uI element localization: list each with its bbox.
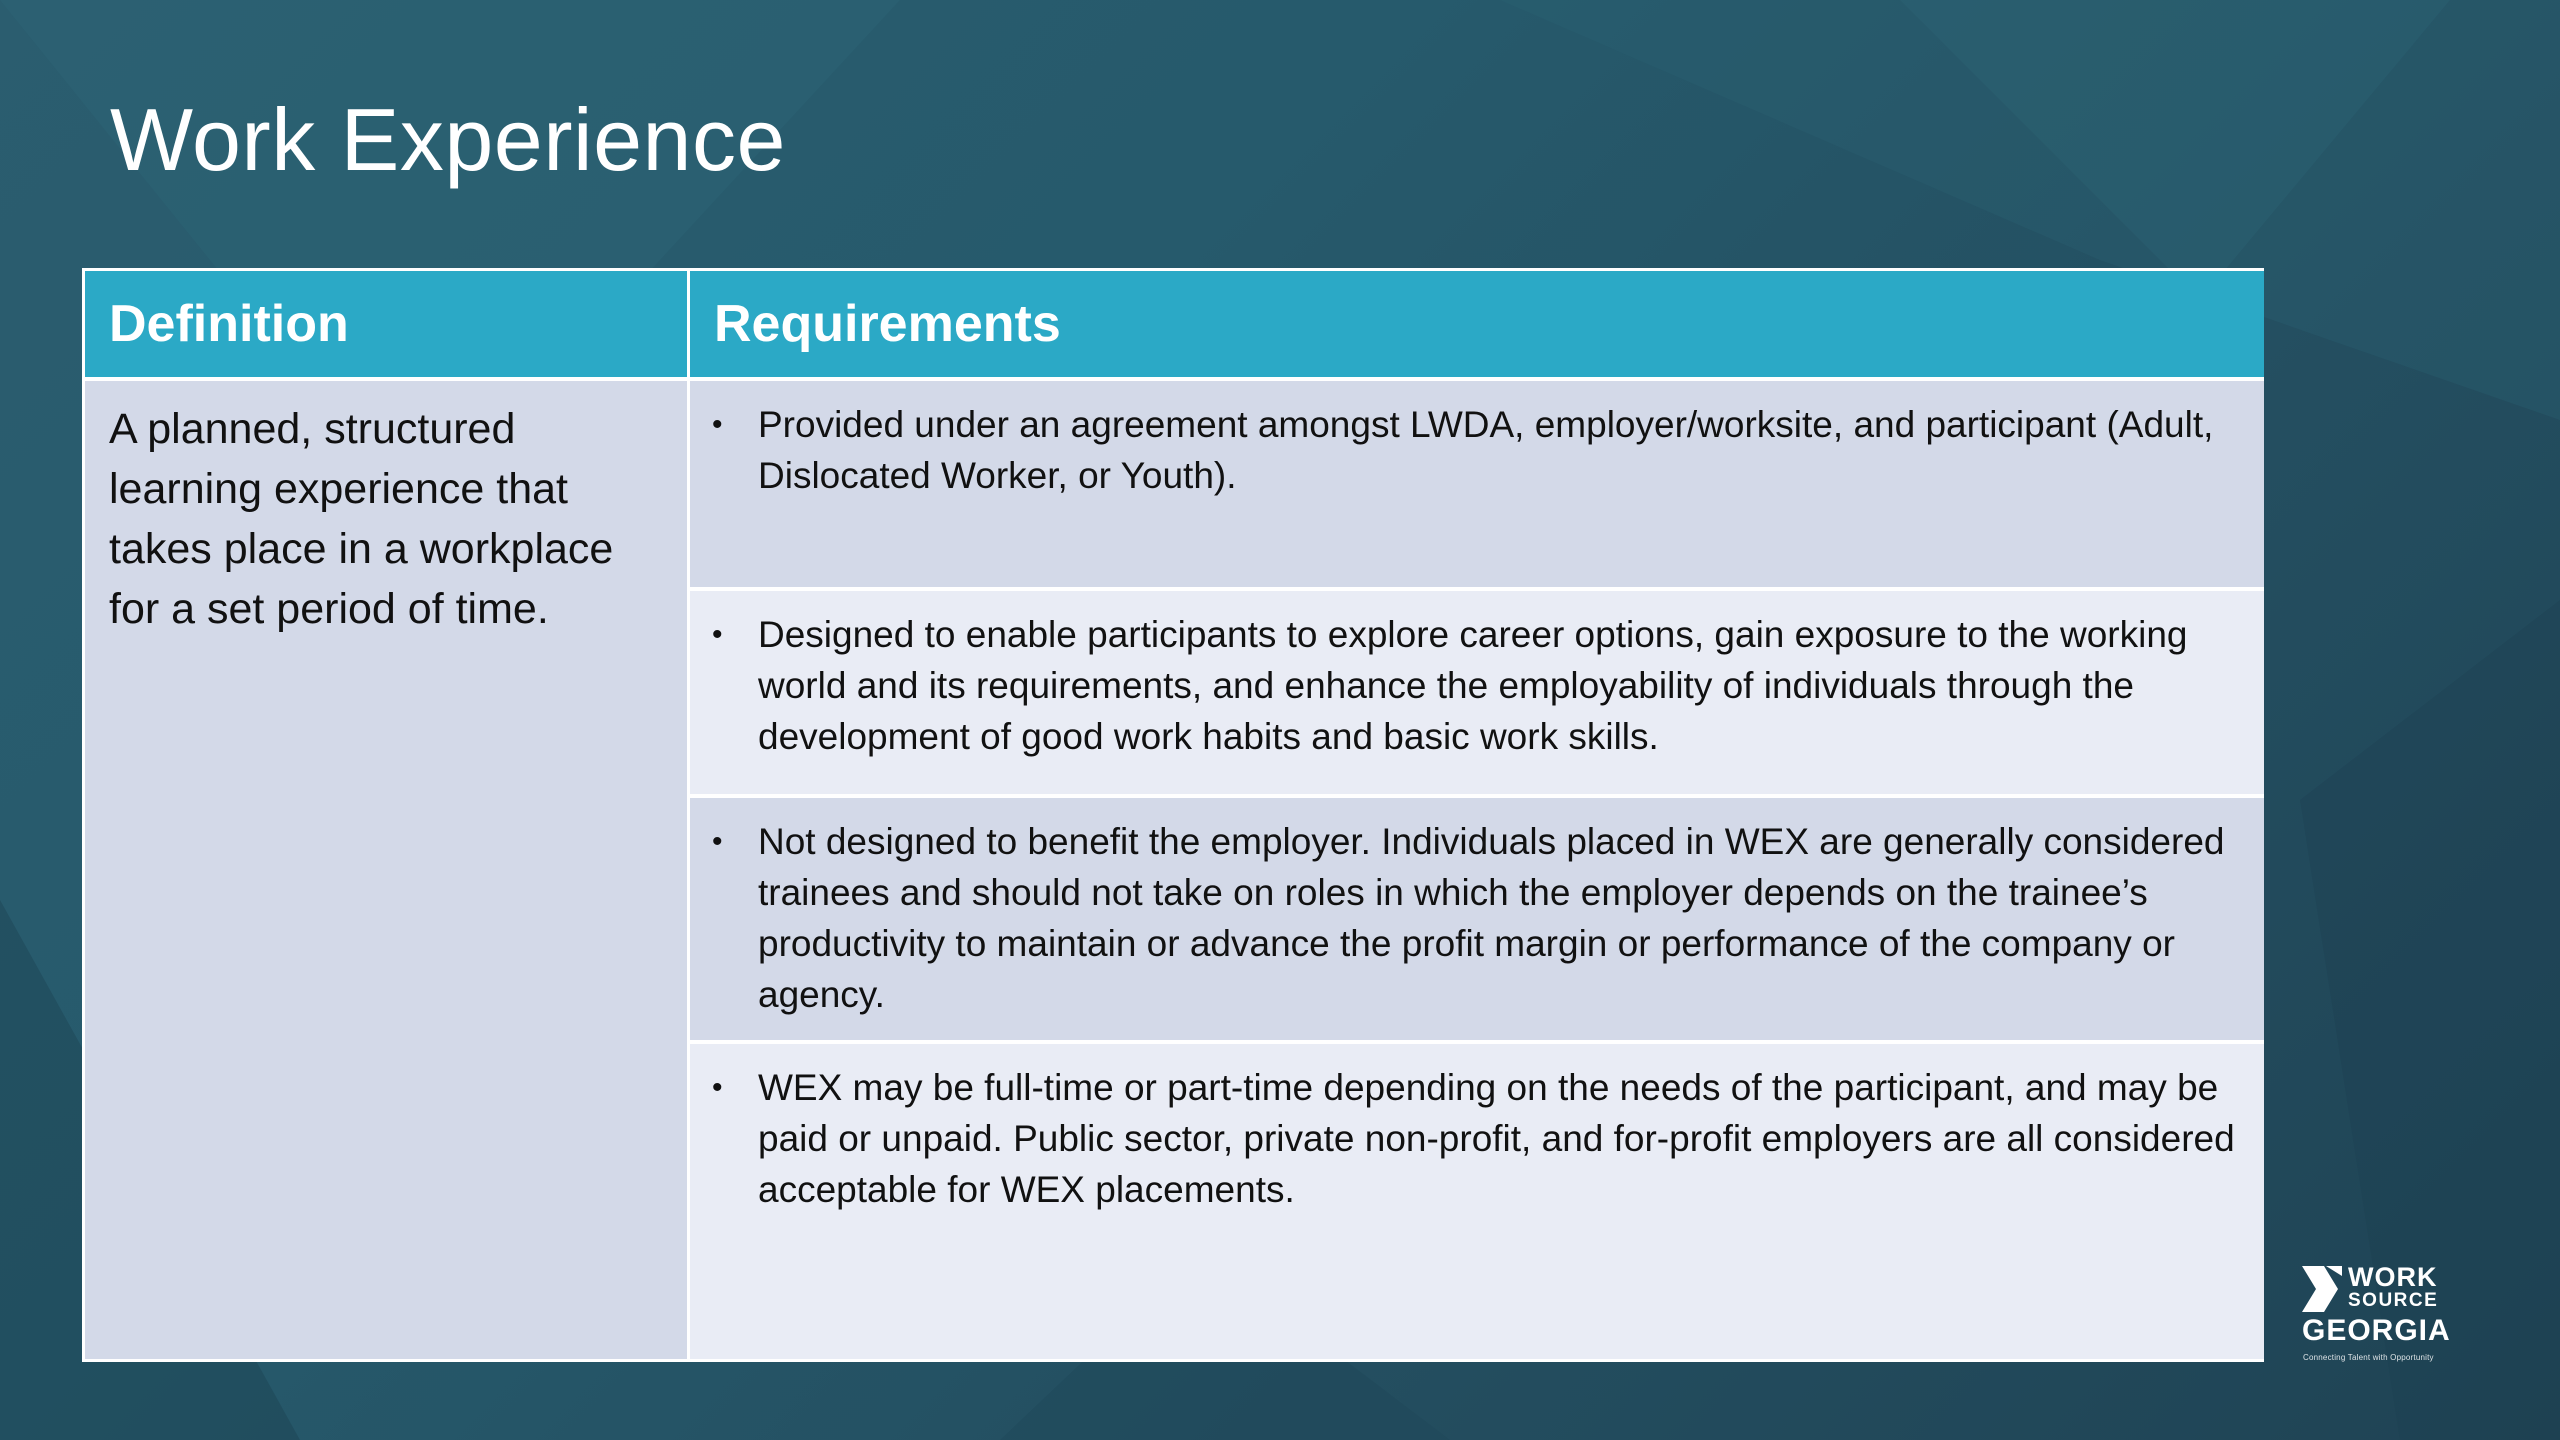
requirement-text: Not designed to benefit the employer. Individuals placed in WEX are generally considered trainees and should not take on roles in which the employer depends on the trainee’s productivity to maintain or advance the profit margin or performance of the company or agency. [758, 821, 2225, 1015]
logo-word-source: SOURCE [2348, 1290, 2439, 1311]
requirement-row [690, 381, 2264, 587]
worksource-georgia-logo [2302, 1262, 2464, 1366]
definition-header: Definition [85, 271, 687, 377]
logo-word-georgia: GEORGIA [2302, 1314, 2451, 1347]
requirement-row [690, 1044, 2264, 1359]
requirements-header: Requirements [690, 271, 2264, 377]
chevron-logo-icon [2302, 1266, 2346, 1312]
requirement-row [690, 591, 2264, 794]
logo-word-work: WORK [2348, 1262, 2438, 1292]
logo-tagline: Connecting Talent with Opportunity [2303, 1353, 2434, 1362]
slide-title: Work Experience [110, 90, 786, 189]
requirement-text: Provided under an agreement amongst LWDA, employer/worksite, and participant (Adult, Dislocated Worker, or Youth). [758, 404, 2214, 496]
requirement-text: WEX may be full-time or part-time depending on the needs of the participant, and may be paid or unpaid. Public sector, private non-profit, and for-profit employers are all considered acceptable for WEX placements. [758, 1067, 2235, 1210]
bullet-icon: • [712, 1071, 723, 1104]
requirement-text: Designed to enable participants to explore career options, gain exposure to the working world and its requirements, and enhance the employability of individuals through the development of good work habits and basic work skills. [758, 614, 2188, 757]
requirements-column [690, 381, 2264, 1359]
content-table [82, 268, 2264, 1362]
definition-cell: A planned, structured learning experience that takes place in a workplace for a set period of time. [85, 381, 687, 1359]
bullet-icon: • [712, 825, 723, 858]
bullet-icon: • [712, 408, 723, 441]
requirement-row [690, 798, 2264, 1040]
bullet-icon: • [712, 618, 723, 651]
